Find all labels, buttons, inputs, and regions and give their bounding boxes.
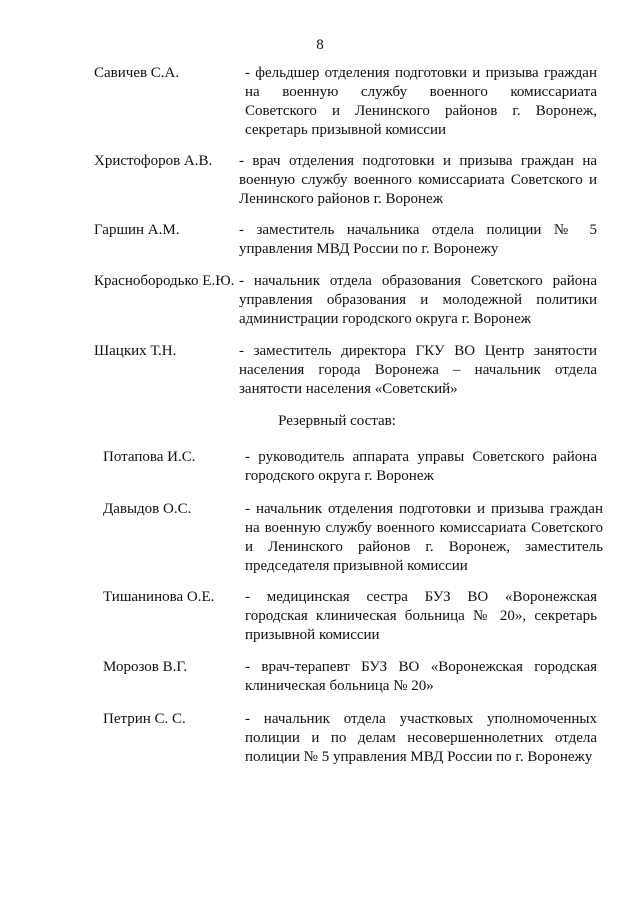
member-description: - заместитель директора ГКУ ВО Центр занятости населения города Воронежа – начальник отдела занятости населения «Советский» [239, 343, 597, 397]
member-name: Христофоров А.В. [94, 153, 213, 169]
member-description: - начальник отделения подготовки и призыва граждан на военную службу военного комиссариата Советского и Ленинского районов г. Воронеж, заместитель председателя призывной комиссии [245, 501, 603, 574]
member-description: - фельдшер отделения подготовки и призыва граждан на военную службу военного комиссариата Советского и Ленинского районов г. Воронеж, секретарь призывной комиссии [245, 65, 597, 138]
member-name: Петрин С. С. [103, 711, 186, 727]
member-name: Морозов В.Г. [103, 659, 188, 675]
member-description: - заместитель начальника отдела полиции № 5 управления МВД России по г. Воронежу [239, 222, 597, 257]
member-description: - начальник отдела образования Советского района управления образования и молодежной политики администрации городского округа г. Воронеж [239, 273, 597, 327]
member-name: Шацких Т.Н. [94, 343, 177, 359]
reserve-section-title: Резервный состав: [278, 413, 396, 429]
member-description: - медицинская сестра БУЗ ВО «Воронежская городская клиническая больница № 20», секретарь призывной комиссии [245, 589, 597, 643]
member-name: Потапова И.С. [103, 449, 196, 465]
member-description: - врач отделения подготовки и призыва граждан на военную службу военного комиссариата Советского и Ленинского районов г. Воронеж [239, 153, 597, 207]
member-name: Давыдов О.С. [103, 501, 192, 517]
page-number: 8 [316, 37, 324, 53]
member-name: Савичев С.А. [94, 65, 180, 81]
member-description: - руководитель аппарата управы Советского района городского округа г. Воронеж [245, 449, 597, 484]
member-description: - врач-терапевт БУЗ ВО «Воронежская городская клиническая больница № 20» [245, 659, 597, 694]
member-name: Гаршин А.М. [94, 222, 180, 238]
member-description: - начальник отдела участковых уполномоченных полиции и по делам несовершеннолетних отдела полиции № 5 управления МВД России по г. Воронежу [245, 711, 597, 765]
member-name: Тишанинова О.Е. [103, 589, 215, 605]
member-name: Краснобородько Е.Ю. [94, 273, 235, 289]
